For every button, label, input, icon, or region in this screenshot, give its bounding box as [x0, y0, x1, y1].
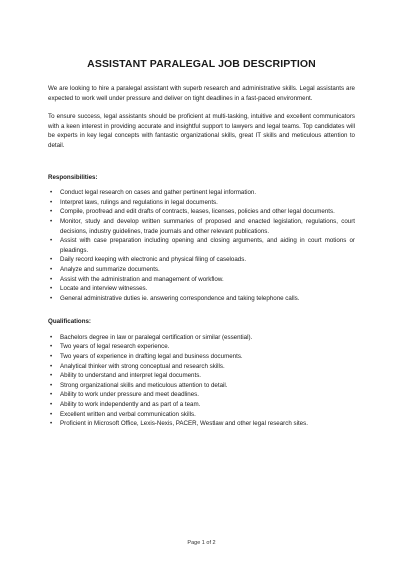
list-item	[48, 275, 355, 285]
qualifications-list	[48, 333, 355, 429]
list-item-text: Ability to work under pressure and meet deadlines.	[60, 391, 199, 399]
list-item-text: Bachelors degree in law or paralegal certification or similar (essential).	[60, 333, 253, 341]
list-item	[48, 255, 355, 265]
list-item	[48, 419, 355, 429]
bullet-icon: •	[50, 420, 53, 428]
list-item-text: Locate and interview witnesses.	[60, 285, 148, 293]
list-item-text: Daily record keeping with electronic and physical filing of caseloads.	[60, 256, 247, 264]
list-item-text: Analyze and summarize documents.	[60, 265, 160, 273]
bullet-icon: •	[50, 256, 53, 264]
list-item	[48, 362, 355, 372]
list-item-text: Compile, proofread and edit drafts of contracts, leases, licenses, policies and other legal documents.	[60, 208, 335, 216]
bullet-icon: •	[50, 198, 53, 206]
list-item-text: Proficient in Microsoft Office, Lexis-Nexis, PACER, Westlaw and other legal research sites.	[60, 420, 308, 428]
bullet-icon: •	[50, 217, 53, 225]
list-item-text: Two years of experience in drafting legal and business documents.	[60, 353, 243, 361]
list-item	[48, 381, 355, 391]
bullet-icon: •	[50, 391, 53, 399]
list-item	[48, 352, 355, 362]
bullet-icon: •	[50, 343, 53, 351]
list-item-text: Assist with case preparation including opening and closing arguments, and aiding in court motions or pleadings.	[60, 237, 355, 254]
intro-paragraph: We are looking to hire a paralegal assistant with superb research and administrative skills. Legal assistants are expected to work well under pressure and deliver on tight deadlines in a fast-paced environment.	[48, 85, 355, 102]
list-item	[48, 333, 355, 343]
bullet-icon: •	[50, 401, 53, 409]
list-item-text: Excellent written and verbal communication skills.	[60, 410, 196, 418]
list-item-text: General administrative duties ie. answering correspondence and taking telephone calls.	[60, 294, 300, 302]
list-item	[48, 342, 355, 352]
document-body	[48, 84, 355, 429]
list-item-text: Interpret laws, rulings and regulations in legal documents.	[60, 198, 218, 206]
bullet-icon: •	[50, 362, 53, 370]
intro-paragraph: To ensure success, legal assistants should be proficient at multi-tasking, intuitive and excellent communicators with a keen interest in providing accurate and insightful support to lawyers and legal teams. Top candidates will be experts in key legal concepts with fantastic organizational skills, great IT skills and meticulous attention to detail.	[48, 113, 355, 149]
bullet-icon: •	[50, 353, 53, 361]
list-item	[48, 400, 355, 410]
bullet-icon: •	[50, 275, 53, 283]
list-item	[48, 410, 355, 420]
bullet-icon: •	[50, 237, 53, 245]
bullet-icon: •	[50, 333, 53, 341]
list-item-text: Assist with the administration and management of workflow.	[60, 275, 224, 283]
bullet-icon: •	[50, 381, 53, 389]
bullet-icon: •	[50, 372, 53, 380]
list-item-text: Strong organizational skills and meticulous attention to detail.	[60, 381, 228, 389]
list-item	[48, 265, 355, 275]
bullet-icon: •	[50, 294, 53, 302]
list-item	[48, 217, 355, 236]
bullet-icon: •	[50, 410, 53, 418]
bullet-icon: •	[50, 189, 53, 197]
responsibilities-heading: Responsibilities:	[48, 173, 98, 181]
responsibilities-list	[48, 188, 355, 303]
list-item-text: Analytical thinker with strong conceptual and research skills.	[60, 362, 225, 370]
list-item	[48, 294, 355, 304]
page-number: Page 1 of 2	[187, 540, 216, 546]
list-item-text: Conduct legal research on cases and gather pertinent legal information.	[60, 189, 257, 197]
list-item	[48, 207, 355, 217]
list-item	[48, 198, 355, 208]
bullet-icon: •	[50, 208, 53, 216]
list-item	[48, 188, 355, 198]
list-item-text: Two years of legal research experience.	[60, 343, 170, 351]
bullet-icon: •	[50, 285, 53, 293]
list-item-text: Ability to understand and interpret legal documents.	[60, 372, 202, 380]
list-item	[48, 390, 355, 400]
qualifications-heading: Qualifications:	[48, 318, 91, 326]
list-item	[48, 284, 355, 294]
bullet-icon: •	[50, 265, 53, 273]
list-item-text: Monitor, study and develop written summaries of proposed and enacted legislation, regulations, court decisions, industry guidelines, trade journals and other relevant publications.	[60, 217, 355, 235]
list-item-text: Ability to work independently and as part of a team.	[60, 401, 201, 409]
list-item	[48, 236, 355, 255]
list-item	[48, 371, 355, 381]
document-title: ASSISTANT PARALEGAL JOB DESCRIPTION	[87, 58, 316, 70]
